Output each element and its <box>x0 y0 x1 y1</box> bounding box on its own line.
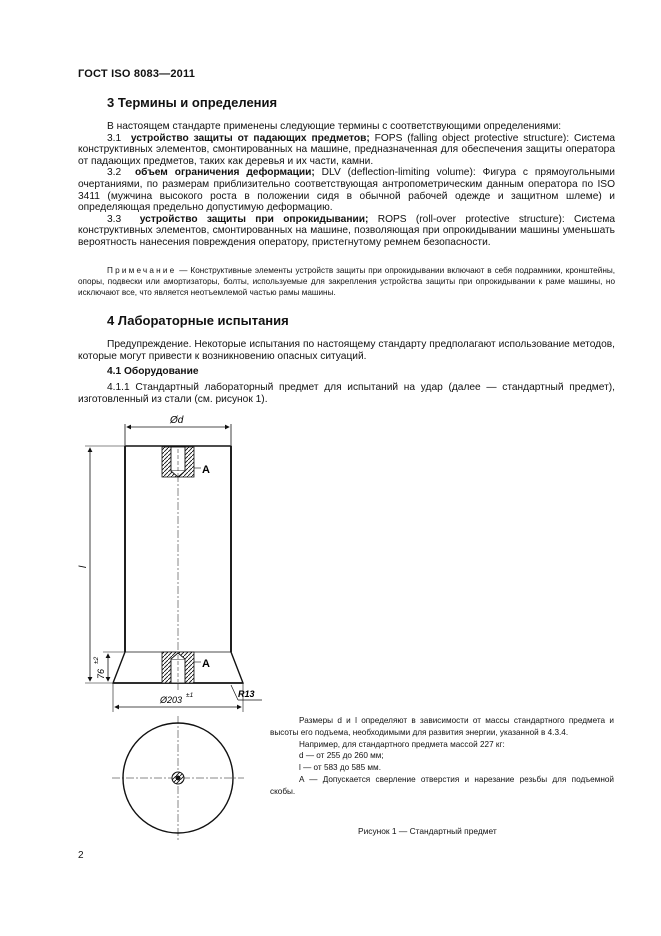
dim-203-tolerance: ±1 <box>186 692 194 699</box>
figure-title: Рисунок 1 — Стандартный предмет <box>358 826 497 836</box>
term-3-2-title: объем ограничения деформации; <box>134 167 315 179</box>
figure-caption <box>270 715 614 798</box>
para-4-1-1: 4.1.1 Стандартный лабораторный предмет для испытаний на удар (далее — стандартный предмет), изготовленный из стали (см. рисунок 1). <box>78 382 615 405</box>
note-label: Примечание <box>107 266 177 275</box>
section-4-heading: 4 Лабораторные испытания <box>107 313 289 328</box>
caption-dimensions-note: Размеры d и l определяют в зависимости от массы стандартного предмета и высоты его подъема, необходимыми для развития энергии, указанной в 4.3.4. <box>270 716 614 737</box>
subsection-4-1: 4.1 Оборудование <box>107 366 199 377</box>
term-3-2-text: DLV (deflection-limiting volume): Фигура с прямоугольными очертаниями, по размерам приблизительно соответствующая антропометрическим данным оператора по ISO 3411 (мужчина высокого роста в положении сидя в обычной рабочей одежде и защитном шлеме) и определяющая предельно допустимую деформацию. <box>78 167 615 214</box>
caption-l-range: l — от 583 до 585 мм. <box>299 763 381 773</box>
dim-203-label: Ø203 <box>160 695 183 705</box>
term-3-1-title: устройство защиты от падающих предметов; <box>130 132 370 144</box>
caption-d-range: d — от 255 до 260 мм; <box>299 751 384 761</box>
term-3-3-title: устройство защиты при опрокидывании; <box>139 213 369 225</box>
label-a-top: A <box>202 464 210 476</box>
caption-a-note: A — Допускается сверление отверстия и нарезание резьбы для подъемной скобы. <box>270 774 614 796</box>
note-text: — Конструктивные элементы устройств защиты при опрокидывании включают в себя подрамники, кронштейны, опоры, подвески или амортизаторы, болты, используемые для закрепления устройства защиты при опрокидывании к раме машины, но исключают все, что является неотъемлемой частью рамы машины. <box>78 266 615 297</box>
dim-r13-label: R13 <box>238 689 255 699</box>
term-3-3: 3.3 устройство защиты при опрокидывании; ROPS (roll-over protective structure): Система конструктивных элементов, смонтированных на машине, позволяющая при опрокидывании машины уменьшать вероятность нанесения повреждения оператору, пристегнутому ремнем безопасности. <box>78 213 615 248</box>
caption-example: Например, для стандартного предмета массой 227 кг: <box>299 739 505 749</box>
dim-76-label: 76 <box>96 668 106 679</box>
section-3-intro: В настоящем стандарте применены следующие термины с соответствующими определениями: <box>107 121 562 132</box>
document-header: ГОСТ ISO 8083—2011 <box>78 68 196 80</box>
term-3-1-text: FOPS (falling object protective structure): Система конструктивных элементов, смонтированных на машине, предназначенная для обеспечения защиты оператора от падающих предметов, таких как деревья и их части, камни. <box>78 132 615 167</box>
term-3-3-text: ROPS (roll-over protective structure): Система конструктивных элементов, смонтированных на машине, позволяющая при опрокидывании машины уменьшать вероятность нанесения повреждения оператору, пристегнутому ремнем безопасности. <box>78 213 615 248</box>
section-3-heading: 3 Термины и определения <box>107 95 278 110</box>
dim-l-label: l <box>78 565 89 568</box>
label-a-bottom: A <box>202 658 210 670</box>
term-3-1: 3.1 устройство защиты от падающих предметов; FOPS (falling object protective structure): Система конструктивных элементов, смонтированных на машине, предназначенная для обеспечения защиты оператора от падающих предметов, таких как деревья и их части, камни. <box>78 132 615 167</box>
dim-76-tolerance: ±2 <box>93 656 100 664</box>
warning-text: Предупреждение. Некоторые испытания по настоящему стандарту предполагают использование методов, которые могут привести к возникновению опасных ситуаций. <box>78 339 615 362</box>
term-3-2: 3.2 объем ограничения деформации; DLV (deflection-limiting volume): Фигура с прямоугольными очертаниями, по размерам приблизительно соответствующая антропометрическим данным оператора по ISO 3411 (мужчина высокого роста в положении сидя в обычной рабочей одежде и защитном шлеме) и определяющая предельно допустимую деформацию. <box>78 167 615 214</box>
page-number: 2 <box>78 850 84 861</box>
dim-d-label: Ød <box>170 415 184 426</box>
